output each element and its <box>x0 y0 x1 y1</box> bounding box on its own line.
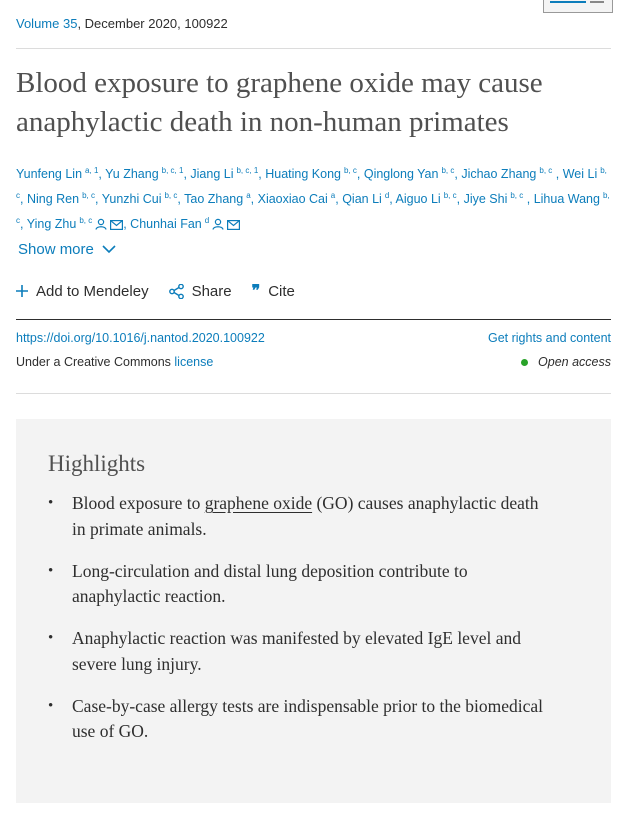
highlight-text: Anaphylactic reaction was manifested by elevated IgE level and severe lung injury. <box>72 628 521 674</box>
highlight-text: (GO) causes anaphylactic death in primate animals. <box>72 493 539 539</box>
author-affiliation[interactable]: b, c <box>82 191 95 200</box>
doi-link[interactable]: https://doi.org/10.1016/j.nantod.2020.100922 <box>16 331 265 345</box>
graphene-oxide-link[interactable]: graphene oxide <box>204 493 313 513</box>
journal-cover-thumbnail[interactable] <box>543 0 613 13</box>
divider <box>16 393 611 394</box>
open-access-dot-icon <box>521 359 528 366</box>
author-link[interactable]: Aiguo Li <box>395 192 441 206</box>
share-label: Share <box>191 282 232 300</box>
author-link[interactable]: Huating Kong <box>265 167 341 181</box>
author-link[interactable]: Yu Zhang <box>105 167 159 181</box>
author-affiliation[interactable]: a, 1 <box>85 166 99 175</box>
envelope-icon[interactable] <box>110 215 123 237</box>
divider <box>16 319 611 320</box>
volume-line <box>16 16 228 31</box>
author-affiliation[interactable]: b, c <box>443 191 457 200</box>
quote-icon: ❞ <box>251 283 261 300</box>
chevron-down-icon <box>102 245 116 254</box>
license-prefix: Under a Creative Commons <box>16 355 175 369</box>
author-affiliation[interactable]: b, c, 1 <box>236 166 259 175</box>
highlight-item <box>72 491 552 542</box>
author-affiliation[interactable]: a <box>246 191 251 200</box>
highlights-title: Highlights <box>48 451 146 476</box>
highlight-item <box>72 559 552 610</box>
author-link[interactable]: Xiaoxiao Cai <box>257 192 328 206</box>
highlight-text: Case-by-case allergy tests are indispensable prior to the biomedical use of GO. <box>72 695 544 741</box>
highlight-text: Long-circulation and distal lung deposition contribute to anaphylactic reaction. <box>72 560 468 606</box>
author-link[interactable]: Jiang Li <box>190 167 234 181</box>
highlights-list <box>72 491 552 761</box>
share-icon <box>169 284 184 299</box>
highlight-item <box>72 694 552 745</box>
article-title: Blood exposure to graphene oxide may cause anaphylactic death in non-human primates <box>16 67 543 138</box>
add-to-mendeley-button[interactable] <box>16 281 149 301</box>
person-icon[interactable] <box>212 215 224 237</box>
author-affiliation[interactable]: a <box>330 191 336 200</box>
author-link[interactable]: Jichao Zhang <box>461 167 537 181</box>
open-access-label: Open access <box>538 355 611 369</box>
author-link[interactable]: Ning Ren <box>26 192 80 206</box>
show-more-label: Show more <box>18 241 94 258</box>
highlight-text: Blood exposure to <box>72 493 205 513</box>
author-affiliation[interactable]: b, c <box>510 191 524 200</box>
author-affiliation[interactable]: d <box>384 191 390 200</box>
highlight-item <box>72 626 552 677</box>
highlights-box <box>16 419 611 803</box>
author-link[interactable]: Yunzhi Cui <box>101 192 162 206</box>
author-affiliation[interactable]: b, c <box>344 166 357 175</box>
author-affiliation[interactable]: b, c <box>16 191 610 225</box>
author-link[interactable]: Chunhai Fan <box>130 217 202 231</box>
envelope-icon[interactable] <box>227 215 240 237</box>
show-more-button[interactable] <box>18 241 116 258</box>
open-access-badge <box>521 355 611 369</box>
author-link[interactable]: Yunfeng Lin <box>16 167 83 181</box>
volume-link[interactable]: Volume 35 <box>16 16 78 31</box>
author-link[interactable]: Jiye Shi <box>463 192 508 206</box>
add-to-mendeley-label: Add to Mendeley <box>36 282 149 300</box>
author-list: Yunfeng Lin $^{a, 1}$, Yu Zhang $^{b, c, 1}$, Jiang Li $^{b, c, 1}$, Huating Kong $^{b, c}$, Qinglong Yan $^{b, c}$, Jichao Zhang $^{b, c}$ , Wei Li $^{b, c}$, Ning Ren $^{b, c}$, Yunzhi Cui $^{b, c}$, Tao Zhang $^a$, Xiaoxiao Cai $^a$, Qian Li $^d$, Aiguo Li $^{b, c}$, Jiye Shi $^{b, c}$ , Lihua Wang $^{b, c}$, Ying Zhu $^{b, c}$ , Chunhai Fan $^d$ <box>16 160 611 237</box>
author-link[interactable]: Ying Zhu <box>26 217 77 231</box>
author-link[interactable]: , Lihua Wang <box>526 192 600 206</box>
cite-label: Cite <box>268 282 295 300</box>
author-affiliation[interactable]: b, c, 1 <box>161 166 184 175</box>
license-link[interactable]: license <box>174 355 214 369</box>
author-affiliation[interactable]: b, c <box>16 166 607 200</box>
share-button[interactable] <box>169 281 232 301</box>
person-icon[interactable] <box>95 215 107 237</box>
author-affiliation[interactable]: b, c <box>441 166 455 175</box>
article-actions <box>16 281 295 301</box>
divider <box>16 48 611 49</box>
author-affiliation[interactable]: d <box>204 216 210 225</box>
rights-link[interactable]: Get rights and content <box>488 331 611 345</box>
license-line <box>16 355 213 369</box>
author-link[interactable]: Qian Li <box>342 192 382 206</box>
author-link[interactable]: , Wei Li <box>555 167 598 181</box>
plus-icon <box>16 285 28 297</box>
volume-details: , December 2020, 100922 <box>77 16 228 31</box>
author-affiliation[interactable]: b, c <box>539 166 553 175</box>
cite-button[interactable] <box>252 281 295 301</box>
author-affiliation[interactable]: b, c <box>79 216 93 225</box>
author-affiliation[interactable]: b, c <box>164 191 178 200</box>
author-link[interactable]: Tao Zhang <box>184 192 244 206</box>
author-link[interactable]: Qinglong Yan <box>363 167 439 181</box>
